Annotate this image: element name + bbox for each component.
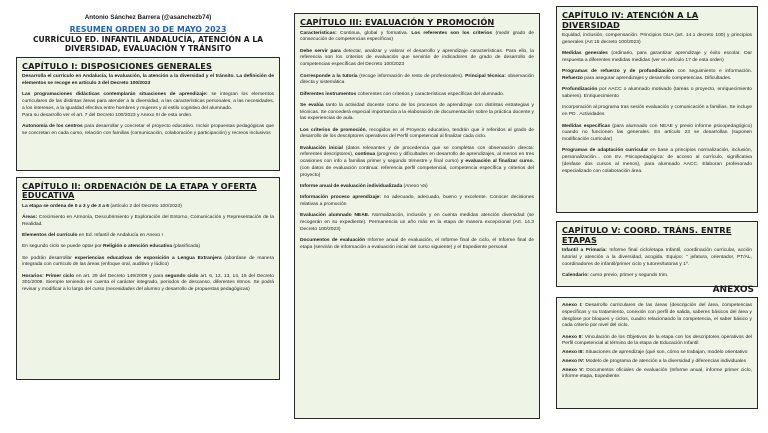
chapter-1-p1-text: Desarrolla el currículo en Andalucía, la evaluación, la atención a la diversidad y el tránsito. La definición de elementos se recoge en artículo 3 del Decreto 100/2023 bbox=[22, 74, 274, 86]
chapter-2-p6-end: art. 6, 12, 13, 14, 15 del Decreto 301/2009. Siempre teniendo en cuenta el carácter integrado, periodos de descanso, diferentes ritmos. Se podrá revisar y modificar a lo largo del curso (necesidades del alumno y desarrollo de propuestas pedagógicas) bbox=[22, 273, 274, 293]
chapter-2-p3-bold: Elementos del currículo bbox=[22, 233, 78, 239]
chapter-3-p10 bbox=[300, 213, 534, 233]
chapter-1-p2 bbox=[22, 92, 274, 119]
annex-4-text: Modelo de programa de atención a la diversidad y diferencias individuales bbox=[584, 358, 747, 364]
chapter-3-p11-text: Informe anual de evaluación, el Informe final de ciclo, el Informe final de etapa (servirán de información a evaluación inicial del curso siguiente) y el Expediente personal bbox=[300, 238, 534, 250]
annex-5-label: Anexo V: bbox=[562, 367, 584, 373]
chapter-2-p3-text: en Ed. Infantil de Andalucía en Anexo I bbox=[77, 233, 163, 239]
chapter-2-p5-end: (abordase de manera integrada con curriculo de las áreas (enfoque oral, auditivo y lúdico) bbox=[22, 255, 274, 268]
chapter-3-p8 bbox=[300, 184, 534, 191]
chapter-3-p8-bold: Informe anual de evaluación individualizada bbox=[300, 183, 403, 189]
chapter-3-p1-end: (medir grado de consecución de competencias específicas) bbox=[300, 30, 534, 43]
chapter-4-p4-bold: Profundización bbox=[562, 87, 598, 93]
chapter-2-p4-text: En segundo ciclo se puede optar por bbox=[22, 244, 104, 250]
chapter-4-p3 bbox=[562, 69, 752, 83]
chapter-4-p3-bold2: Refuerzo bbox=[562, 76, 583, 82]
chapter-1-p3 bbox=[22, 124, 274, 138]
chapter-2-box bbox=[16, 177, 280, 380]
annex-5 bbox=[562, 368, 752, 382]
chapter-4-p3-end: para asegurar aprendizajes y desarrollo competencias. Dificultades. bbox=[582, 76, 732, 82]
chapter-4-p2 bbox=[562, 51, 752, 65]
chapter-3-p3 bbox=[300, 74, 534, 88]
chapter-2-p5-bold: experiencias educativas de exposición a Lengua Extranjera bbox=[74, 255, 222, 261]
annex-2-label: Anexo II: bbox=[562, 334, 584, 340]
chapter-2-p2-text: Crecimiento en Armonía, Descubrimiento y Exploración del Entorno, Comunicación y Representación de la Realidad. bbox=[22, 215, 274, 227]
chapter-3-p5 bbox=[300, 103, 534, 123]
chapter-3-p11 bbox=[300, 238, 534, 252]
chapter-1-p2-line2: Para su desarrollo ver el art. 7 del Decreto 100/2023 y Anexo III de esta orden. bbox=[22, 112, 193, 118]
chapter-4-p1-text: Equidad, inclusión, compensación. Principios DUA (art. 14.1 decreto 100) y principios generales (Art 15 decreto 100/2023) bbox=[562, 33, 752, 46]
chapter-4-p7-text: en base a principios normalización, inclusión, personalización... con Ev. Psicopedagógica: de acceso al currículo, significativa (desfase dos cursos al menos), para alumnado AACC. Elaboran profesorado especializado con colaboración área. bbox=[562, 148, 753, 174]
column-middle bbox=[294, 0, 540, 419]
chapter-5-p1 bbox=[562, 248, 752, 268]
chapter-2-p5-text: Se podrán desarrollar bbox=[22, 255, 75, 261]
chapter-3-p6-bold: Los criterios de promoción bbox=[300, 127, 366, 133]
chapter-3-p5-text: tanto la actividad docente como de los procesos de aprendizaje con distintas estrategias y técnicas. Se concederá especial importancia a la elaboración de documentación sobre la práctica docente y las experiencias de aula. bbox=[300, 102, 534, 122]
chapter-3-p4-text: coherentes con criterios y características específicas del alumnado. bbox=[356, 91, 505, 97]
chapter-3-p7-bold: Evaluación inicial bbox=[300, 145, 343, 151]
chapter-1-box bbox=[16, 57, 280, 171]
chapter-2-p4-bold: Religión o atención educativa bbox=[103, 244, 173, 250]
chapter-3-p3-bold2: Principal técnica: bbox=[465, 73, 506, 79]
chapter-3-p2-bold: Debe servir para bbox=[300, 48, 341, 54]
chapter-2-p3 bbox=[22, 233, 274, 240]
chapter-2-p1 bbox=[22, 204, 274, 211]
chapter-5-p1-text: Informe final ciclo/etapa Infantil, coordinación curricular, acción tutorial y atención a la diversidad, acogida. Equipo: " jefatura, orientador, PT/AL, coordinadores de infantil/primer ciclo y tutores/tutoras y 1º. bbox=[562, 248, 752, 267]
chapter-3-box bbox=[294, 13, 540, 419]
chapter-4-p2-text: (ordinario, para garantizar aprendizaje y éxito escolar. Dar respuesta a diferentes medidas medidas (ver en artículo 17 de esta orden) bbox=[562, 51, 752, 64]
chapter-1-p3-text: para desarrollar y concretar el proyecto educativo. Incluir propuestas pedagógicas que se concretan en cada curso, relación con familias (comunicación, colaboración y participación) y recreos inclusivos bbox=[22, 123, 275, 136]
chapter-3-p7-mid: (progreso y dificultades en desarrollo de aprendizajes, al menos en tres ocasiones con info a familias primer y segundo trimestre y final curso) bbox=[300, 152, 534, 165]
chapter-1-p2-bold: Las programaciones didácticas contemplarán situaciones de aprendizaje: bbox=[22, 92, 208, 98]
chapter-2-p5 bbox=[22, 256, 274, 270]
annex-1-text: Desarrollo curriculares de las áreas (descripción del área, competencias específicas y su tratamiento, conexión con perfil de salida, saberes básicos del área y desglose por bloques y ciclos, cuadro relacionando la competencia, el saber básico y cada criterio por nivel del ciclo. bbox=[562, 303, 752, 329]
annex-3-text: Situaciones de aprendizaje (qué son, cómo se trabajan, modelo orientativo bbox=[584, 350, 748, 356]
chapter-3-p2 bbox=[300, 49, 534, 69]
chapter-4-p6-bold: Medidas específicas bbox=[562, 123, 611, 129]
chapter-3-p1 bbox=[300, 31, 534, 45]
chapter-4-p7 bbox=[562, 148, 752, 175]
chapter-4-p6-text: (para alumnado con NEAE y previo informe psicopedagógico) cuando no funcionen las generales. En artículo 23 se desarrollan (suponen modificación curricular) bbox=[562, 123, 752, 143]
chapter-3-p6-text: , recogidos en el Proyecto educativo, tendrán que ir referidos al grado de desarrollo de los descriptores operativos del Perfil competencial al finalizar cada ciclo. bbox=[300, 127, 534, 140]
chapter-2-p6-text: en art. 29 del Decreto 149/2009 y para bbox=[74, 273, 166, 279]
chapter-3-p9-bold: Información proceso aprendizaje: bbox=[300, 195, 382, 201]
chapter-2-p4 bbox=[22, 244, 274, 251]
chapter-3-p7-bold3: y evaluación al finalizar curso. bbox=[460, 159, 535, 165]
annexes-section bbox=[556, 285, 758, 409]
chapter-1-title: CAPÍTULO I: DISPOSICIONES GENERALES bbox=[22, 60, 212, 71]
annex-1-label: Anexo I: bbox=[562, 303, 583, 308]
chapter-5-title: CAPÍTULO V: COORD. TRÁNS. ENTRE ETAPAS bbox=[562, 225, 732, 245]
chapter-2-p2-bold: Áreas: bbox=[22, 215, 38, 221]
chapter-4-title: CAPÍTULO IV: ATENCIÓN A LA DIVERSIDAD bbox=[562, 10, 699, 30]
chapter-4-p7-bold: Programas de adaptación curricular bbox=[562, 148, 648, 154]
author-line: Antonio Sánchez Barrera (@asanchezb74) bbox=[84, 14, 212, 21]
chapter-3-p1-text: Continua, global y formativa. bbox=[336, 30, 412, 36]
chapter-4-p1 bbox=[562, 33, 752, 47]
chapter-3-p10-bold: Evaluación alumnado NEAE. bbox=[300, 213, 370, 219]
chapter-5-p2 bbox=[562, 273, 752, 280]
chapter-3-title: CAPÍTULO III: EVALUACIÓN Y PROMOCIÓN bbox=[300, 17, 495, 27]
annex-3-label: Anexo III: bbox=[562, 350, 585, 356]
annexes-title: ANEXOS bbox=[712, 285, 754, 295]
chapter-4-p5 bbox=[562, 105, 752, 119]
main-title-line2: DIVERSIDAD, EVALUACIÓN Y TRÁNSITO bbox=[64, 44, 232, 54]
annex-4-label: Anexo IV: bbox=[562, 358, 585, 364]
summary-heading: RESUMEN ORDEN 30 DE MAYO 2023 bbox=[69, 25, 227, 34]
chapter-4-p3-bold: Programas de refuerzo y de profundización bbox=[562, 69, 674, 75]
chapter-1-p1 bbox=[22, 74, 274, 88]
chapter-3-p2-text: detectar, analizar y valorar el desarrollo y aprendizaje características. Para ello, la referencia son los criterios de evaluación que servirán de indicadores de grado de desarrollo de competencias específicas del Decreto 100/2023 bbox=[300, 48, 534, 68]
chapter-3-p7-end: (con datos de evaluación continua: referencia perfil competencial, competencia específica y criterios del proyecto) bbox=[300, 165, 534, 178]
chapter-5-p2-text: curso previo, primer y segundo trim. bbox=[588, 273, 669, 279]
chapter-4-p4 bbox=[562, 87, 752, 101]
chapter-3-p7 bbox=[300, 146, 534, 180]
chapter-3-p3-text: (recoge información de resto de profesionales). bbox=[357, 73, 466, 79]
chapter-3-p10-text: Normalización, inclusión y en cuenta medidas atención diversidad (se recogerán en su expediente). Permanencia un año más en la etapa de manera excepcional (Art. 14.3 Decreto 100/2023) bbox=[300, 213, 534, 232]
chapter-2-p2 bbox=[22, 215, 274, 229]
chapter-2-p4-end: (planificada) bbox=[172, 244, 201, 250]
chapter-2-p6-bold: Horarios: Primer ciclo bbox=[22, 273, 75, 279]
chapter-3-p9-text: no adecuado, adecuado, bueno y excelente. Conocer decisiones relativas a promoción bbox=[300, 195, 534, 207]
chapter-3-p5-bold: Se evalúa bbox=[300, 102, 324, 108]
chapter-4-p2-bold: Medidas generales bbox=[562, 51, 608, 57]
chapter-3-p4 bbox=[300, 92, 534, 99]
chapter-3-p3-bold: Corresponde a la tutoría bbox=[300, 73, 358, 79]
chapter-2-title: CAPÍTULO II: ORDENACIÓN DE LA ETAPA Y OFERTA EDUCATIVA bbox=[22, 180, 257, 201]
annex-5-text: Documentos oficiales de evaluación (Informe anual, informe primer ciclo, informe etapa, Expediente. bbox=[562, 367, 752, 380]
chapter-2-p1-text: (artículo 2 del Decreto 100/2023) bbox=[109, 203, 182, 209]
annex-3 bbox=[562, 350, 752, 357]
chapter-2-p6 bbox=[22, 274, 274, 294]
chapter-1-p2-text: se integran los elementos curriculares de las distintas áreas para atender a la diversidad, a las características personales, a las necesidades, a los intereses, a la igualdad efectiva entre hombres y mujeres y al estilo cognitivo del alumnado. bbox=[22, 92, 274, 111]
chapter-4-box bbox=[556, 6, 758, 213]
chapter-4-p3-text: con seguimiento e información. bbox=[674, 69, 752, 75]
chapter-3-p6 bbox=[300, 128, 534, 142]
chapter-5-p1-bold: Infantil a Primaria: bbox=[562, 248, 607, 254]
chapter-3-p8-text: (Anexo Va) bbox=[402, 183, 428, 189]
main-title bbox=[16, 35, 280, 54]
chapter-3-p11-bold: Documentos de evaluación bbox=[300, 238, 366, 244]
chapter-3-p1-bold2: Los referentes son los criterios bbox=[411, 30, 493, 36]
annexes-box bbox=[556, 297, 758, 409]
annex-2-text: Vinculación de los Objetivos de la etapa con los descriptores operativos del Perfil competencial al término de la etapa de Educación Infantil bbox=[562, 334, 752, 347]
chapter-5-p2-bold: Calendario: bbox=[562, 273, 589, 279]
chapter-3-p7-text: (datos relevantes y de procedencia que se completan con observación directa: referentes descriptores), bbox=[300, 145, 534, 158]
chapter-5-box bbox=[556, 221, 758, 287]
chapter-4-p4-text: por AACC o alumnado motivado (tareas o proyecto, enriquecimiento saberes). Enriquecimiento bbox=[562, 87, 752, 100]
column-left bbox=[16, 0, 280, 380]
chapter-3-p3-end: observación directa y sistemática bbox=[300, 73, 534, 86]
chapter-4-p6 bbox=[562, 124, 752, 144]
chapter-1-p3-bold: Autonomía de los centros bbox=[22, 123, 83, 129]
chapter-3-p7-bold2: continua bbox=[354, 152, 376, 158]
column-right bbox=[556, 0, 758, 409]
annex-1 bbox=[562, 303, 752, 330]
main-title-line1: CURRÍCULO ED. INFANTIL ANDALUCÍA, ATENCIÓN A LA bbox=[32, 35, 264, 44]
chapter-3-p9 bbox=[300, 195, 534, 209]
chapter-3-p4-bold: Diferentes instrumentos bbox=[300, 91, 357, 97]
chapter-2-p1-bold: La etapa se ordena de 0 a 3 y de 3 a 6 bbox=[22, 203, 109, 209]
chapter-3-p1-bold: Características: bbox=[300, 30, 337, 36]
annex-2 bbox=[562, 335, 752, 349]
annex-4 bbox=[562, 359, 752, 366]
chapter-2-p6-bold2: segundo ciclo bbox=[165, 273, 199, 279]
chapter-4-p5-text: Incorporación al programa tras sesión evaluación y comunicación a familias. Se incluye en PD . Actividades bbox=[562, 105, 752, 118]
